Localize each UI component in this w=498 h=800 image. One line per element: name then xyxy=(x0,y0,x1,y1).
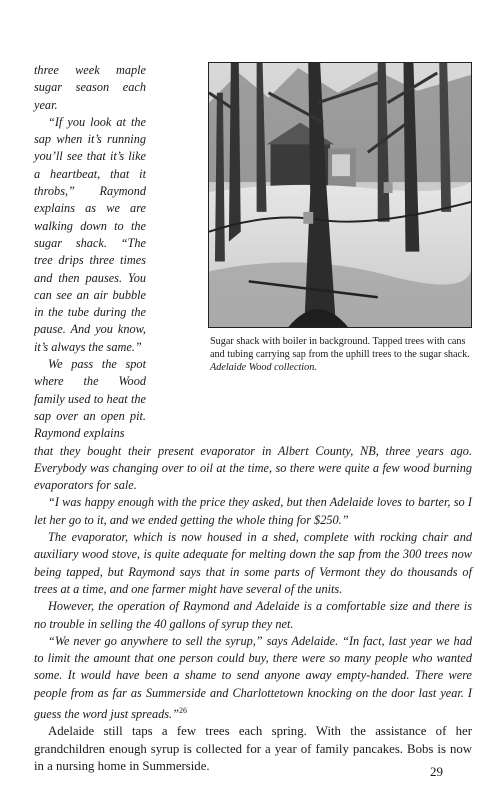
paragraph-with-footnote xyxy=(34,633,472,723)
footnote-reference: 26 xyxy=(178,705,187,715)
paragraph: We pass the spot where the Wood family used to heat the sap over an open pit. Raymond explains xyxy=(34,357,146,441)
photo-figure xyxy=(208,62,472,374)
paragraph-text: “We never go anywhere to sell the syrup,” says Adelaide. “In fact, last year we had to limit the amount that one person could buy, there were so many people who wanted some. It would have been a shame to send anyone away empty-handed. There were people from as far as Summerside and Charlottetown knocking on the door last year. I guess the word just spreads.” xyxy=(34,633,472,721)
paragraph: Adelaide still taps a few trees each spring. With the assistance of her grandchildren enough syrup is collected for a year of family pancakes. Bobs is now in a nursing home in Summerside. xyxy=(34,724,472,773)
page-content xyxy=(34,62,472,775)
wrapped-text-column xyxy=(34,62,146,443)
paragraph: “If you look at the sap when it’s running you’ll see that it’s like a heartbeat, that it throbs,” Raymond explains as we are walking down to the sugar shack. “The tree drips three times and then pauses. You can see an air bubble in the tube during the pause. And you know, it’s always the same.” xyxy=(34,114,146,354)
paragraph: The evaporator, which is now housed in a shed, complete with rocking chair and auxiliary wood stove, is quite adequate for melting down the sap from the 300 trees now being tapped, but Raymond says that in some parts of Vermont they do thousands of trees at a time, and one farmer might have several of the units. xyxy=(34,530,472,596)
page-number: 29 xyxy=(430,764,443,779)
caption-credit: Adelaide Wood collection. xyxy=(210,361,317,373)
photo-caption xyxy=(208,336,472,374)
paragraph: three week maple sugar season each year. xyxy=(34,63,146,112)
paragraph: that they bought their present evaporator in Albert County, NB, three years ago. Everybody was changing over to oil at the time, so there were quite a few wood burning evaporators for sale. xyxy=(34,443,472,493)
paragraph: However, the operation of Raymond and Adelaide is a comfortable size and there is no trouble in selling the 40 gallons of syrup they net. xyxy=(34,599,472,631)
caption-text: Sugar shack with boiler in background. Tapped trees with cans and tubing carrying sap from the uphill trees to the sugar shack. xyxy=(210,336,470,360)
sugar-shack-photo xyxy=(208,62,472,328)
paragraph: “I was happy enough with the price they asked, but then Adelaide loves to barter, so I let her go to it, and we ended getting the whole thing for $250.” xyxy=(34,495,472,527)
